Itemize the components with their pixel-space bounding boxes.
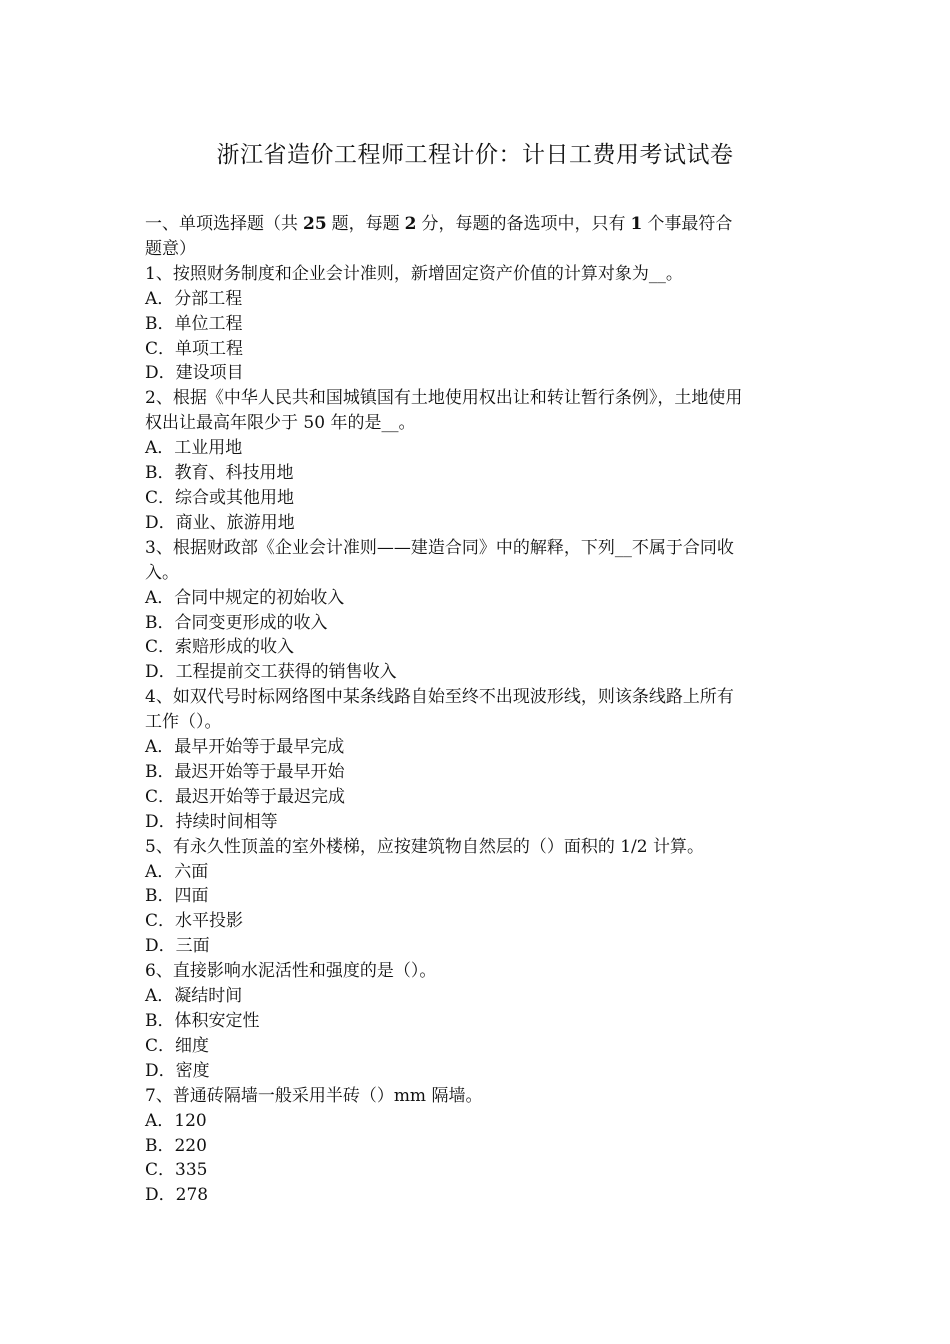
answer-option: B．220 [145,1135,207,1156]
document-title: 浙江省造价工程师工程计价：计日工费用考试试卷 [216,142,734,168]
answer-option: C．索赔形成的收入 [145,637,295,658]
section-heading-text: 个事最符合 [647,214,733,234]
question-text: 权出让最高年限少于 50 年的是__。 [145,413,416,434]
section-heading-continuation: 题意） [145,238,196,259]
answer-option: D．密度 [145,1060,210,1081]
question-count: 25 [303,214,327,234]
answer-option: B．合同变更形成的收入 [145,612,328,633]
answer-option: D．建设项目 [145,363,244,384]
answer-option: A．分部工程 [145,288,243,309]
answer-option: C．最迟开始等于最迟完成 [145,786,346,807]
correct-option-count: 1 [630,214,643,234]
document-body [145,212,807,1208]
answer-option: B．单位工程 [145,313,243,334]
answer-option: B．体积安定性 [145,1011,260,1031]
question-text: 4、如双代号时标网络图中某条线路自始至终不出现波形线，则该条线路上所有 [145,687,734,708]
answer-option: C．水平投影 [145,911,244,932]
answer-option: C．单项工程 [145,338,244,359]
answer-option: B．最迟开始等于最早开始 [145,761,345,782]
answer-option: D．三面 [145,936,210,957]
question-text: 工作（）。 [145,712,222,733]
answer-option: A．最早开始等于最早完成 [145,737,345,758]
section-heading-text: 题，每题 [331,214,400,234]
answer-option: A．120 [145,1110,207,1131]
question-text: 2、根据《中华人民共和国城镇国有土地使用权出让和转让暂行条例》，土地使用 [145,388,743,409]
answer-option: A．六面 [145,861,209,882]
answer-option: D．278 [145,1185,209,1206]
question-text: 6、直接影响水泥活性和强度的是（）。 [145,961,437,982]
answer-option: C．335 [145,1160,208,1181]
section-heading-text: 分，每题的备选项中，只有 [421,214,626,234]
question-text: 3、根据财政部《企业会计准则——建造合同》中的解释，下列__不属于合同收 [145,537,734,558]
answer-option: D．持续时间相等 [145,811,278,832]
question-list [145,262,807,1208]
question-text: 7、普通砖隔墙一般采用半砖（）mm 隔墙。 [145,1085,483,1106]
question-points: 2 [404,214,417,234]
answer-option: C．细度 [145,1035,210,1056]
question-text: 1、按照财务制度和企业会计准则，新增固定资产价值的计算对象为__。 [145,263,683,284]
answer-option: C．综合或其他用地 [145,487,295,508]
answer-option: B．四面 [145,886,209,907]
answer-option: D．工程提前交工获得的销售收入 [145,662,397,683]
answer-option: D．商业、旅游用地 [145,512,295,533]
answer-option: A．工业用地 [145,438,243,459]
question-text: 入。 [145,562,179,583]
section-heading [145,212,807,237]
section-heading-text: 一、单项选择题（共 [145,214,298,234]
answer-option: B．教育、科技用地 [145,463,294,484]
question-text: 5、有永久性顶盖的室外楼梯，应按建筑物自然层的（）面积的 1/2 计算。 [145,836,704,857]
answer-option: A．凝结时间 [145,986,243,1007]
answer-option: A．合同中规定的初始收入 [145,587,345,608]
